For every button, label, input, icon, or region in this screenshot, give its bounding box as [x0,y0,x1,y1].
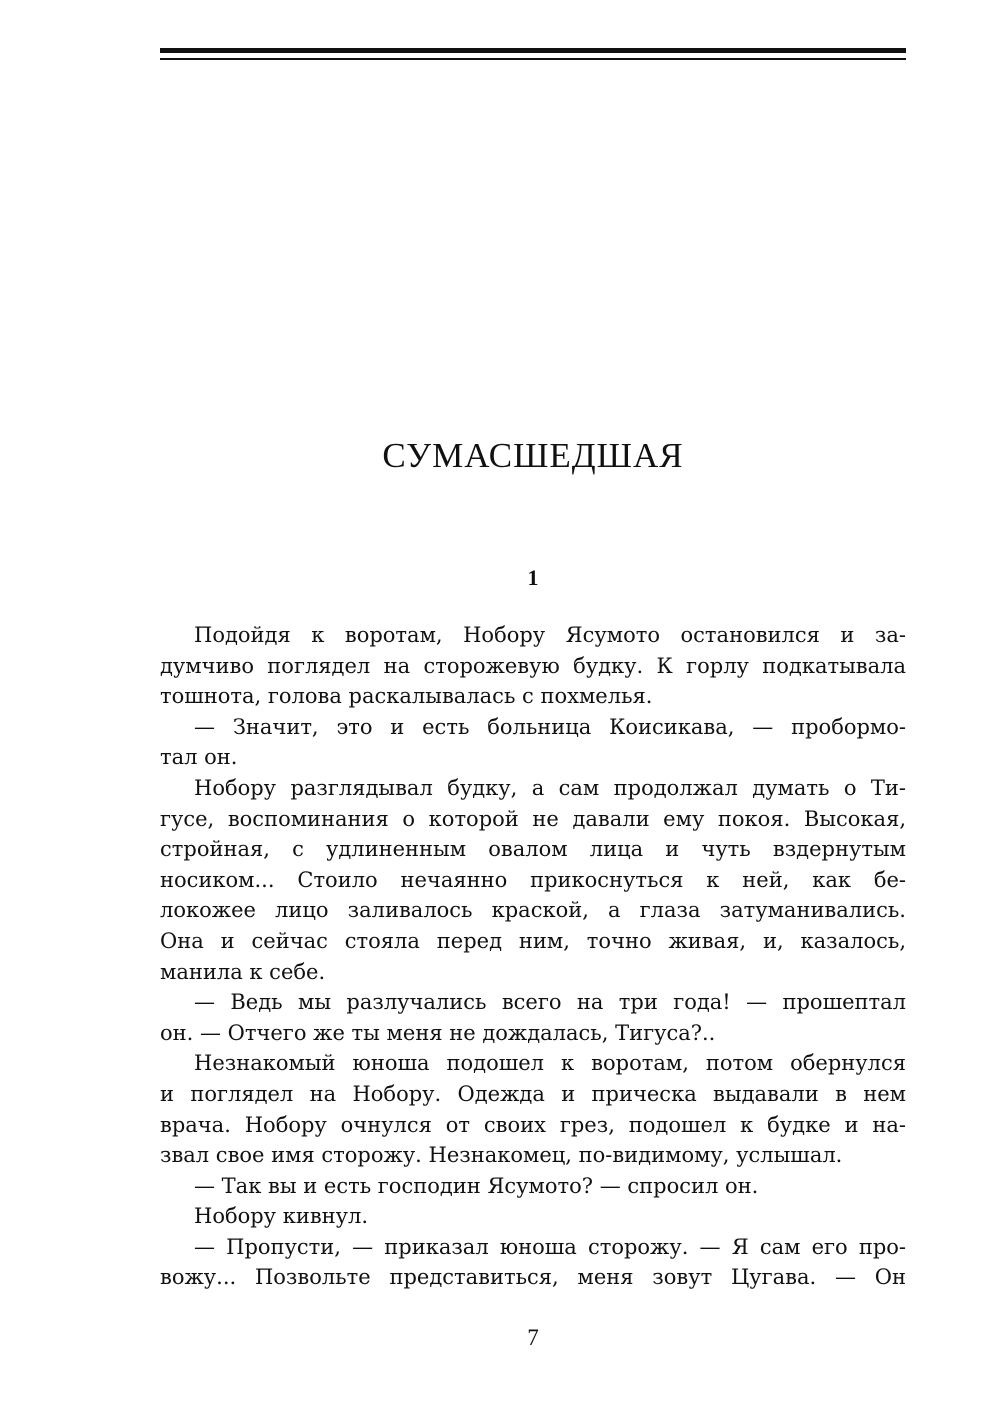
page-number: 7 [527,1325,539,1350]
text-line: вожу... Позвольте представиться, меня зовут Цугава. — Он [160,1265,906,1290]
text-line: — Так вы и есть господин Ясумото? — спросил он. [194,1173,759,1198]
text-line: Нобору кивнул. [194,1204,369,1229]
chapter-title: СУМАСШЕДШАЯ [382,436,684,475]
text-line: тал он. [160,745,238,770]
text-line: локожее лицо заливалось краской, а глаза затуманивались. [160,898,906,923]
text-line: и поглядел на Нобору. Одежда и прическа выдавали в нем [160,1081,906,1106]
text-line: носиком... Стоило нечаянно прикоснуться к ней, как бе- [160,867,906,892]
text-line: гусе, воспоминания о которой не давали ему покоя. Высокая, [160,806,906,831]
text-line: — Ведь мы разлучались всего на три года! — прошептал [194,990,906,1015]
text-line: манила к себе. [160,959,326,984]
text-line: Подойдя к воротам, Нобору Ясумото остановился и за- [194,623,906,647]
text-line: он. — Отчего же ты меня не дождалась, Тигуса?.. [160,1020,716,1045]
text-line: — Значит, это и есть больница Коисикава, — пробормо- [194,714,906,739]
text-line: Незнакомый юноша подошел к воротам, потом обернулся [194,1051,906,1076]
text-line: врача. Нобору очнулся от своих грез, подошел к будке и на- [160,1112,906,1137]
header-rule-thick [160,48,906,53]
body-text [160,620,906,1293]
text-line: — Пропусти, — приказал юноша сторожу. — Я сам его про- [194,1234,906,1259]
section-number: 1 [527,565,539,590]
header-rule-thin [160,58,906,60]
text-line: Она и сейчас стояла перед ним, точно живая, и, казалось, [160,928,906,953]
text-line: тошнота, голова раскалывалась с похмелья. [160,684,653,709]
text-line: звал свое имя сторожу. Незнакомец, по-видимому, услышал. [160,1143,843,1168]
text-line: стройная, с удлиненным овалом лица и чуть вздернутым [160,837,906,862]
text-line: думчиво поглядел на сторожевую будку. К горлу подкатывала [160,653,906,678]
text-line: Нобору разглядывал будку, а сам продолжал думать о Ти- [194,775,906,800]
